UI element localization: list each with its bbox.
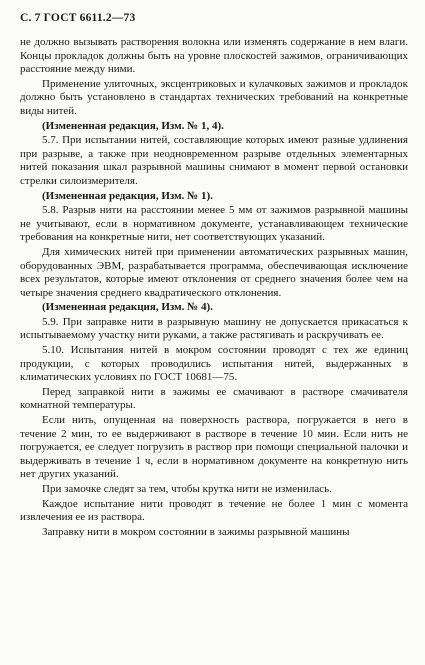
body-paragraph: Перед заправкой нити в зажимы ее смачивают в растворе смачивателя комнатной температуры.: [20, 385, 408, 412]
page-header: С. 7 ГОСТ 6611.2—73: [20, 12, 136, 24]
revision-note: (Измененная редакция, Изм. № 1, 4).: [42, 119, 224, 132]
body-paragraph: 5.10. Испытания нитей в мокром состоянии проводят с тех же единиц продукции, с которых проводились испытания нитей, выдержанных в климатических условиях по ГОСТ 10681—75.: [20, 344, 408, 384]
body-paragraph: Для химических нитей при применении автоматических разрывных машин, оборудованных ЭВМ, разрабатывается программа, обеспечивающая исключение всех результатов, которые имеют отклонения от среднего значения более чем на четыре значения среднего квадратического отклонения.: [20, 245, 408, 299]
revision-note: (Измененная редакция, Изм. № 1).: [42, 189, 213, 202]
body-paragraph: 5.8. Разрыв нити на расстоянии менее 5 мм от зажимов разрывной машины не учитывают, если в нормативном документе, устанавливающем технические требования на конкретные нити, нет соответствующих указаний.: [20, 204, 408, 244]
revision-note: (Измененная редакция, Изм. № 4).: [42, 301, 213, 314]
body-paragraph: 5.7. При испытании нитей, составляющие которых имеют разные удлинения при разрыве, а также при неодновременном разрыве отдельных элементарных нитей показания шкал разрывной машины снимают в момент первой остановки стрелки силоизмерителя.: [20, 134, 408, 187]
body-paragraph: При замочке следят за тем, чтобы крутка нити не изменилась.: [42, 483, 332, 495]
body-paragraph: 5.9. При заправке нити в разрывную машину не допускается прикасаться к испытываемому участку нити руками, а также растягивать и раскручивать ее.: [20, 315, 408, 342]
body-paragraph: Каждое испытание нити проводят в течение не более 1 мин с момента извлечения ее из раствора.: [20, 497, 408, 524]
body-paragraph: не должно вызывать растворения волокна или изменять содержание в нем влаги. Концы прокладок должны быть на уровне плоскостей зажимов, ограничивающих расстояние между ними.: [20, 36, 408, 76]
body-paragraph: Если нить, опущенная на поверхность раствора, погружается в него в течение 2 мин, то ее выдерживают в растворе в течение 10 мин. Если нить не погружается, ее следует погрузить в раствор при помощи специальной палочки и выдерживать в течение 1 ч, если в нормативном документе на конкретную нить нет других указаний.: [20, 414, 408, 481]
document-body: [20, 36, 408, 540]
body-paragraph: Применение улиточных, эксцентриковых и кулачковых зажимов и прокладок должно быть установлено в стандартах технических требований на конкретные виды нитей.: [20, 77, 408, 117]
body-paragraph: Заправку нити в мокром состоянии в зажимы разрывной машины: [42, 525, 350, 538]
